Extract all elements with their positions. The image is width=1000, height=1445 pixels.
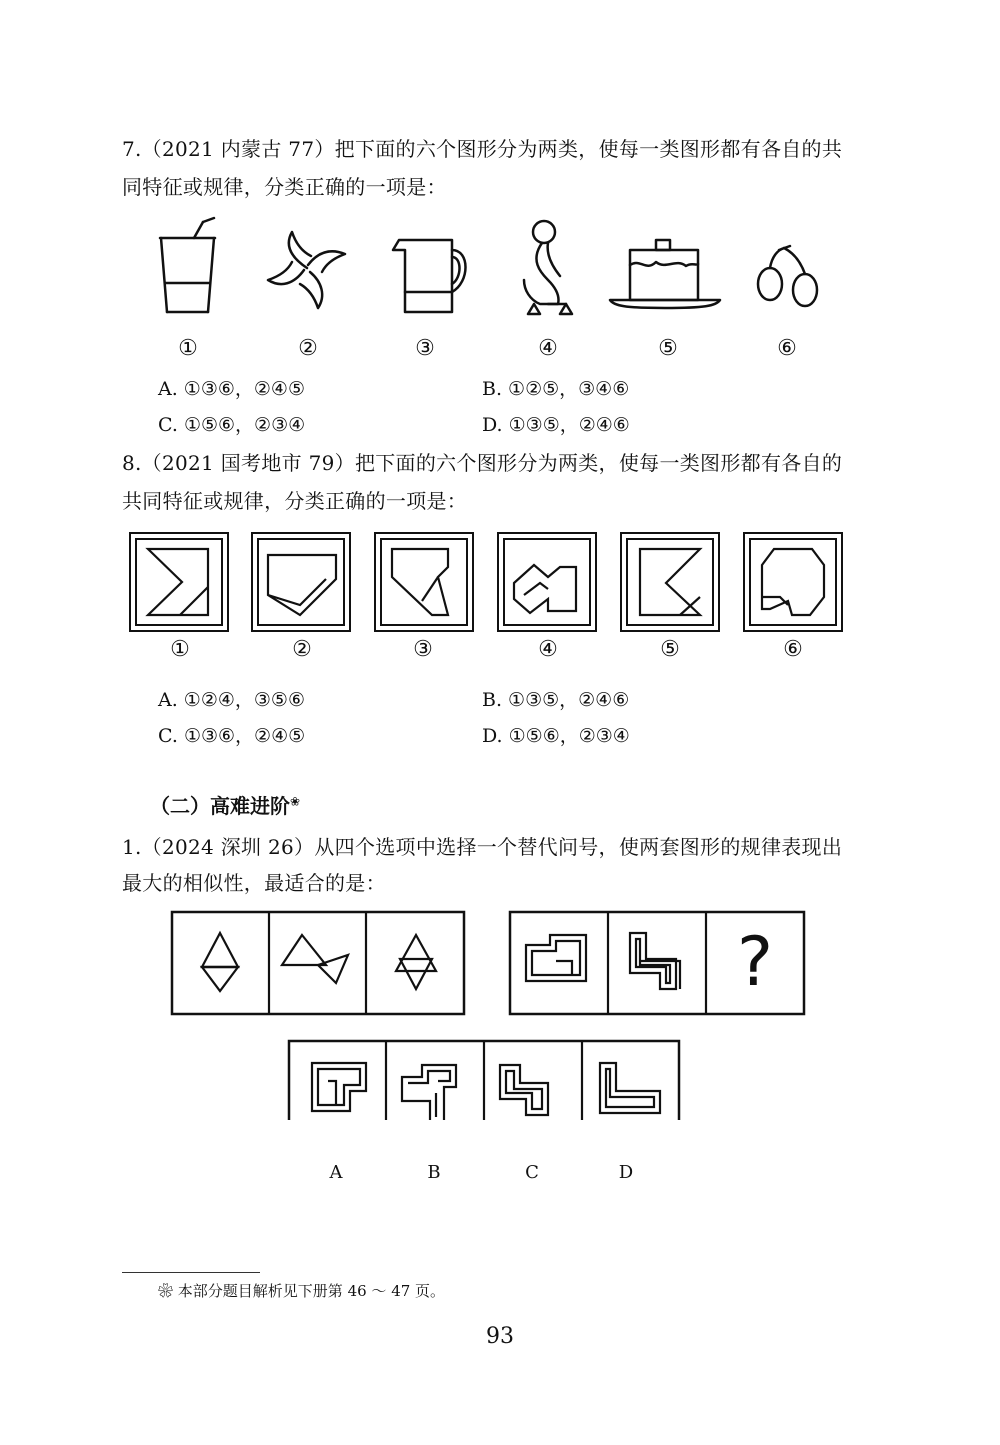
choice-label-d[interactable]: D bbox=[618, 1162, 634, 1183]
cup-figure bbox=[160, 218, 215, 312]
q8-label-2: ② bbox=[292, 637, 312, 662]
footnote-text: 本部分题目解析见下册第 46 ～ 47 页。 bbox=[177, 1282, 446, 1300]
choice-label-b[interactable]: B bbox=[427, 1162, 441, 1183]
q7-figures bbox=[0, 210, 1000, 325]
q1-text-line2: 最大的相似性，最适合的是： bbox=[122, 871, 386, 895]
q8-label-6: ⑥ bbox=[783, 637, 803, 662]
q7-option-d[interactable]: D. ①③⑤，②④⑥ bbox=[482, 414, 630, 436]
q7-option-a[interactable]: A. ①③⑥，②④⑤ bbox=[158, 378, 305, 400]
q8-label-5: ⑤ bbox=[660, 637, 680, 662]
q7-label-5: ⑤ bbox=[658, 336, 678, 361]
flower-mark-icon: ❀ bbox=[290, 794, 301, 809]
section-heading bbox=[150, 790, 300, 819]
choice-label-a[interactable]: A bbox=[329, 1162, 343, 1183]
question-mark: ? bbox=[736, 923, 774, 1002]
q8-figures bbox=[0, 525, 1000, 645]
page-number: 93 bbox=[486, 1324, 514, 1349]
pitcher-figure bbox=[393, 240, 466, 312]
q8-option-d[interactable]: D. ①⑤⑥，②③④ bbox=[482, 725, 630, 747]
choice-label-c[interactable]: C bbox=[525, 1162, 539, 1183]
flower-mark-icon: ❀ bbox=[158, 1282, 174, 1300]
q7-label-1: ① bbox=[178, 336, 198, 361]
q8-label-3: ③ bbox=[413, 637, 433, 662]
q1-figures bbox=[0, 905, 1000, 1120]
q7-option-c[interactable]: C. ①⑤⑥，②③④ bbox=[158, 414, 306, 436]
q8-option-a[interactable]: A. ①②④，③⑤⑥ bbox=[158, 689, 305, 711]
stick-figure bbox=[524, 221, 572, 314]
q8-option-b[interactable]: B. ①③⑤，②④⑥ bbox=[482, 689, 630, 711]
q7-text-line2: 同特征或规律，分类正确的一项是： bbox=[122, 175, 447, 199]
section-title: （二）高难进阶 bbox=[150, 794, 290, 818]
q8-label-1: ① bbox=[170, 637, 190, 662]
q7-option-b[interactable]: B. ①②⑤，③④⑥ bbox=[482, 378, 630, 400]
pinwheel-figure bbox=[268, 232, 345, 308]
q8-option-c[interactable]: C. ①③⑥，②④⑤ bbox=[158, 725, 306, 747]
q8-label-4: ④ bbox=[538, 637, 558, 662]
footnote-divider bbox=[122, 1272, 260, 1273]
q8-text-line2: 共同特征或规律，分类正确的一项是： bbox=[122, 489, 468, 513]
q7-label-4: ④ bbox=[538, 336, 558, 361]
q7-label-2: ② bbox=[298, 336, 318, 361]
q7-text-line1: 7.（2021 内蒙古 77）把下面的六个图形分为两类，使每一类图形都有各自的共 bbox=[122, 137, 843, 161]
q8-text-line1: 8.（2021 国考地市 79）把下面的六个图形分为两类，使每一类图形都有各自的 bbox=[122, 451, 843, 475]
q7-label-6: ⑥ bbox=[777, 336, 797, 361]
q1-text-line1: 1.（2024 深圳 26）从四个选项中选择一个替代问号，使两套图形的规律表现出 bbox=[122, 835, 843, 859]
q7-label-3: ③ bbox=[415, 336, 435, 361]
cherries-figure bbox=[758, 246, 817, 306]
cake-figure bbox=[610, 240, 720, 308]
footnote bbox=[158, 1280, 445, 1301]
